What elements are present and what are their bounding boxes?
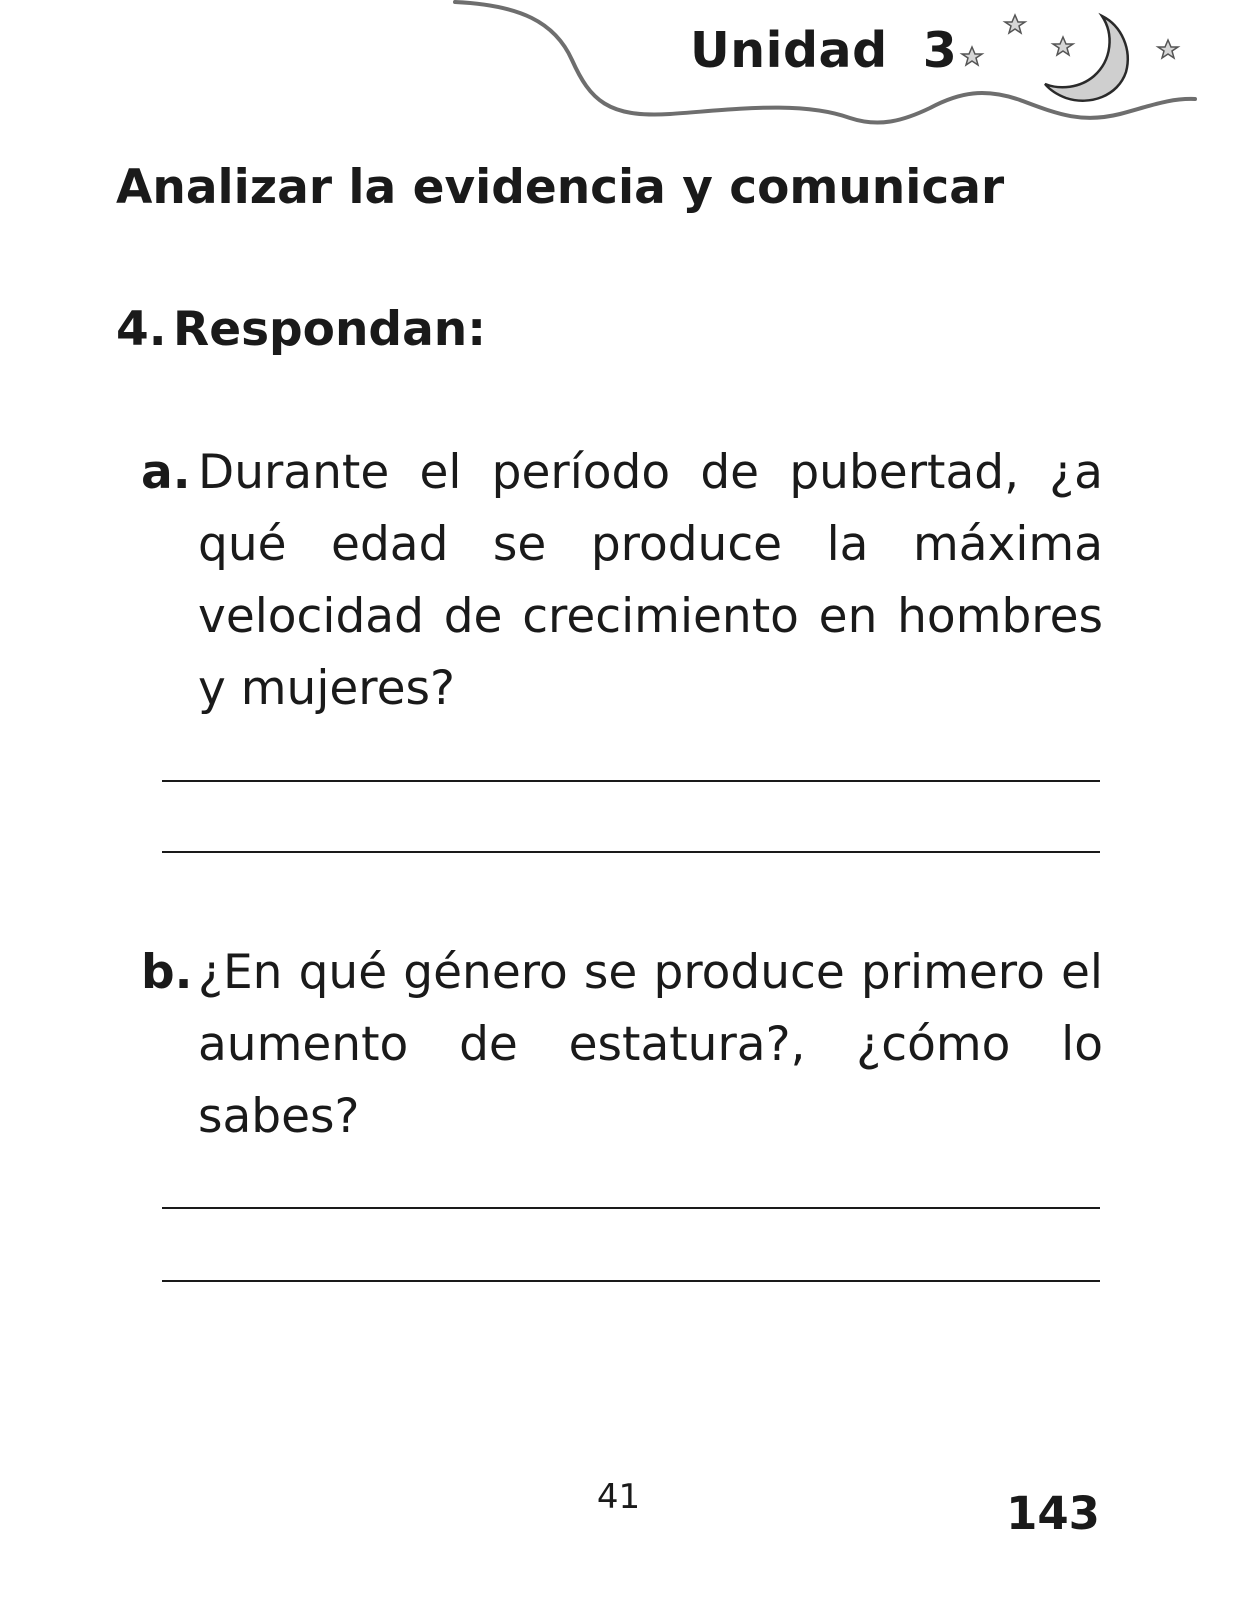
page-number-center: 41 [596, 1477, 641, 1517]
star-icon [1005, 15, 1025, 33]
star-icon [1053, 37, 1073, 55]
page-number: 143 [1006, 1487, 1100, 1540]
star-icon [962, 47, 982, 65]
item-text: Durante el período de pubertad, ¿a qué edad se produce la máxima velocidad de crecimiento en hombres y mujeres? [198, 445, 1103, 716]
question-number: 4. [116, 302, 167, 357]
answer-line[interactable] [162, 1280, 1100, 1282]
question-heading-text: Respondan: [173, 302, 487, 357]
answer-line[interactable] [162, 851, 1100, 853]
unit-title: Unidad 3 [690, 22, 958, 79]
item-letter: b. [141, 945, 193, 1000]
answer-line[interactable] [162, 780, 1100, 782]
item-letter: a. [141, 445, 191, 500]
header-decoration [0, 0, 1237, 140]
question-heading [116, 302, 486, 357]
item-text: ¿En qué género se produce primero el aumento de estatura?, ¿cómo lo sabes? [198, 945, 1103, 1144]
section-title: Analizar la evidencia y comunicar [116, 160, 1005, 215]
star-icon [1158, 40, 1178, 58]
question-item-b [141, 937, 1103, 1153]
answer-line[interactable] [162, 1207, 1100, 1209]
moon-icon [1045, 16, 1128, 101]
question-item-a [141, 437, 1103, 725]
